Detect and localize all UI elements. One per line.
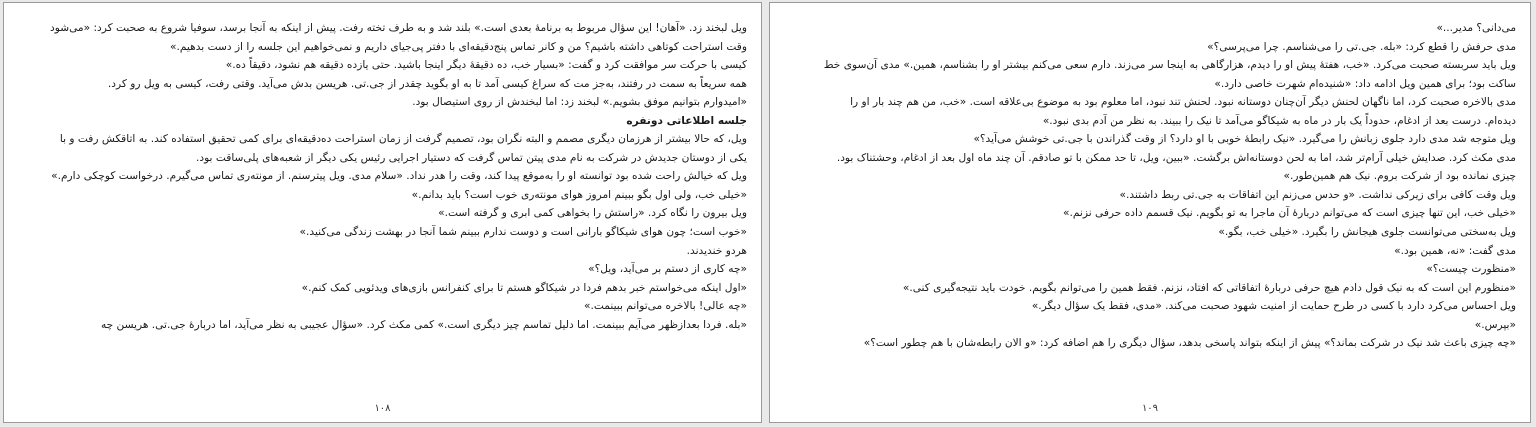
- text-line: یکی از دوستان جدیدش در شرکت به نام مدی پیتن تماس گرفت که دستیار اجرایی رئیس یکی دیگر از شعبه‌های پلی‌ساقت بود.: [195, 151, 747, 164]
- text-line: «اول اینکه می‌خواستم خبر بدهم فردا در شیکاگو هستم تا برای کنفرانس بازی‌های ویدئویی کمک کنم.»: [301, 281, 747, 294]
- right-page-text: [784, 19, 1516, 353]
- left-page-number: ۱۰۸: [374, 403, 391, 414]
- text-line: «چه چیزی باعث شد نیک در شرکت بماند؟» پیش از اینکه بتواند پاسخی بدهد، سؤال دیگری را هم اضافه کرد: «و الان رابطه‌شان با هم چطور است؟»: [863, 337, 1516, 350]
- text-line: ویل بیرون را نگاه کرد. «راستش را بخواهی کمی ابری و گرفته است.»: [438, 207, 747, 220]
- text-line: هردو خندیدند.: [686, 244, 747, 257]
- text-line: مدی حرفش را قطع کرد: «بله. جی.تی را می‌شناسم. چرا می‌پرسی؟»: [1207, 40, 1516, 53]
- text-line: «چه کاری از دستم بر می‌آید، ویل؟»: [588, 263, 747, 276]
- text-line: مدی مکث کرد. صدایش خیلی آرام‌تر شد، اما به لحن دوستانه‌اش برگشت. «ببین، ویل، تا حد ممکن با تو صادقم. آن چند ماه اول بعد از ادغام، وحشتناک بود.: [836, 151, 1516, 164]
- text-line: می‌دانی؟ مدیر...»: [1436, 22, 1516, 34]
- right-page: [769, 2, 1531, 423]
- text-line: «خیلی خب، این تنها چیزی است که می‌توانم دربارهٔ آن ماجرا به تو بگویم. نیک قسمم داده حرفی نزنم.»: [1063, 207, 1516, 220]
- text-line: «منظورت چیست؟»: [1426, 263, 1516, 276]
- text-line: «بپرس.»: [1474, 318, 1516, 331]
- text-line: مدی بالاخره صحبت کرد، اما ناگهان لحنش دیگر آن‌چنان دوستانه نبود. لحنش تند نبود، اما معلوم بود به موضوع بی‌علاقه است. «خب، من هم چند بار او را: [850, 96, 1516, 109]
- text-line: ساکت بود؛ برای همین ویل ادامه داد: «شنیده‌ام شهرت خاصی دارد.»: [1214, 77, 1516, 90]
- text-line: «خوب است؛ چون هوای شیکاگو بارانی است و دوست ندارم ببینم شما آنجا در بهشت زندگی می‌کنید.»: [299, 226, 747, 239]
- left-page-text: [18, 19, 747, 334]
- text-line: ویل احساس می‌کرد دارد با کسی در طرح حمایت از امنیت شهود صحبت می‌کند. «مدی، فقط یک سؤال دیگر.»: [1031, 300, 1516, 313]
- text-line: مدی گفت: «نه، همین بود.»: [1394, 244, 1516, 257]
- text-line: «امیدوارم بتوانیم موفق بشویم.» لبخند زد: اما لبخندش از روی استیصال بود.: [412, 96, 747, 109]
- text-line: «منظورم این است که به نیک قول دادم هیچ حرفی دربارهٔ اتفاقاتی که افتاد، نزنم. فقط همین را می‌توانم بگویم. خودت باید نتیجه‌گیری کنی.»: [902, 281, 1516, 294]
- text-line: همه سریعاً به سمت در رفتند، به‌جز مت که سراغ کیسی آمد تا به او بگوید چقدر از جی.تی. هریسن بدش می‌آید. وقتی رفت، کیسی به ویل رو کرد.: [107, 77, 747, 90]
- text-line: ویل باید سربسته صحبت می‌کرد. «خب، هفتهٔ پیش او را دیدم، هزارگاهی به اینجا سر می‌زند. دارم سعی می‌کنم بیشتر او را بشناسم، همین.» مدی آن‌سوی خط: [823, 59, 1516, 72]
- text-line: ویل که خیالش راحت شده بود توانسته او را به‌موقع پیدا کند، وقت را هدر نداد. «سلام مدی. ویل پیترسنم. از مونتەری تماس می‌گیرم. درخواست کوچکی دارم.»: [51, 170, 747, 183]
- text-line: ویل متوجه شد مدی دارد جلوی زبانش را می‌گیرد. «نیک رابطهٔ خوبی با او دارد؟ از وقت گذراندن با جی.تی خوشش می‌آید؟»: [973, 133, 1516, 146]
- text-line: «خیلی خب، ولی اول بگو ببینم امروز هوای مونتەری خوب است؟ باید بدانم.»: [411, 188, 747, 201]
- text-line: ویل، که حالا بیشتر از هرزمان دیگری مصمم و البته نگران بود، تصمیم گرفت از زمان استراحت ده‌دقیقه‌ای برای کمی تحقیق استفاده کند. به اتاقکش رفت و با: [59, 133, 747, 146]
- text-line: ویل به‌سختی می‌توانست جلوی هیجانش را بگیرد. «خیلی خب، بگو.»: [1218, 226, 1516, 239]
- text-line: چیزی نمانده بود از شرکت بروم. نیک هم همین‌طور.»: [1283, 170, 1516, 183]
- left-page: [3, 2, 762, 423]
- text-line: کیسی با حرکت سر موافقت کرد و گفت: «بسیار خب، ده دقیقهٔ دیگر اینجا باشید. حتی یازده دقیقه هم نشود، دقیقاً ده.»: [225, 59, 747, 72]
- text-line: وقت استراحت کوتاهی داشته باشیم؟ من و کانر تماس پنج‌دقیقه‌ای با دفتر پی‌جیای داریم و نمی‌خواهیم این جلسه را از دست بدهیم.»: [170, 40, 747, 53]
- text-line: ویل لبخند زد. «آهان! این سؤال مربوط به برنامهٔ بعدی است.» بلند شد و به طرف تخته رفت. پیش از اینکه به آنجا برسد، سوفیا شروع به صحبت کرد: «می‌شود: [50, 22, 747, 34]
- right-page-number: ۱۰۹: [1141, 403, 1159, 414]
- section-heading: جلسه اطلاعاتی دونفره: [626, 114, 747, 127]
- text-line: ویل وقت کافی برای زیرکی نداشت. «و حدس می‌زنم این اتفاقات به جی.تی ربط داشتند.»: [1119, 188, 1516, 201]
- text-line: «چه عالی! بالاخره می‌توانم ببینمت.»: [584, 300, 747, 313]
- text-line: «بله. فردا بعدازظهر می‌آیم ببینمت. اما دلیل تماسم چیز دیگری است.» کمی مکث کرد. «سؤال عجیبی به نظر می‌آید، اما دربارهٔ جی.تی. هریسن چه: [100, 318, 747, 331]
- text-line: دیده‌ام. درست بعد از ادغام، حدوداً یک بار در ماه به شیکاگو می‌آمد تا نیک را ببیند. به نظر من آدم بدی نبود.»: [1042, 114, 1516, 127]
